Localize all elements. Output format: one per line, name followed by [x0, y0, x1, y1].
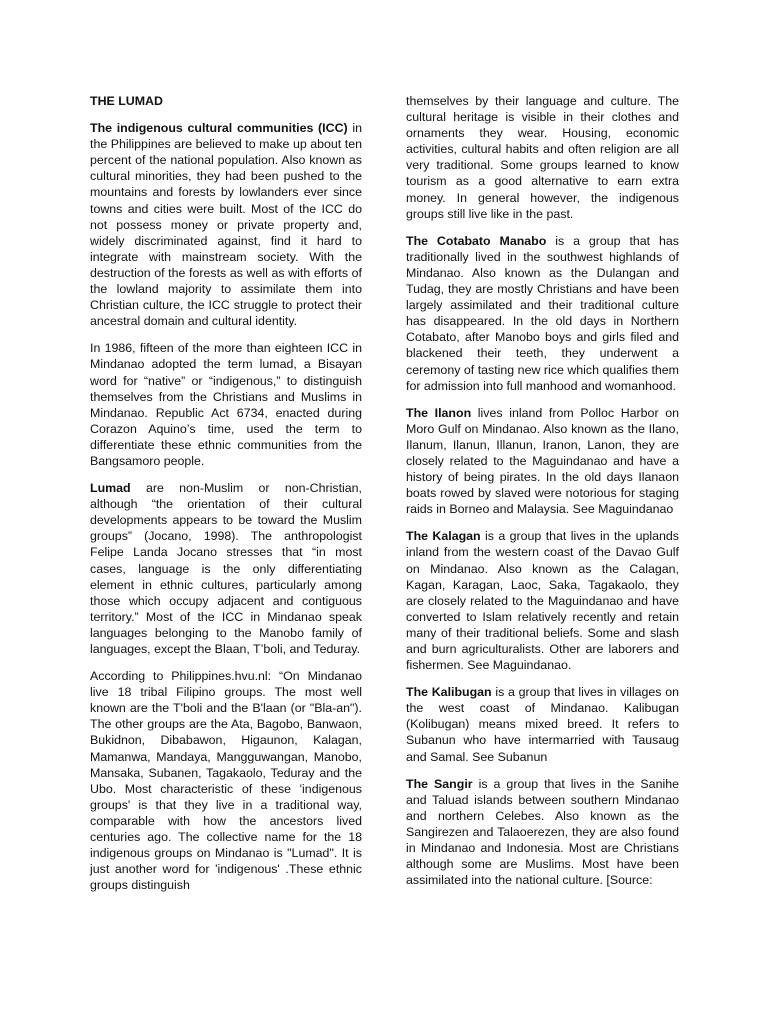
paragraph-lumad	[90, 480, 362, 657]
paragraph-sangir	[406, 776, 679, 889]
paragraph-text: In 1986, fifteen of the more than eighteen ICC in Mindanao adopted the term lumad, a Bisayan word for “native” or “indigenous,” to distinguish themselves from the Christians and Muslims in Mindanao. Republic Act 6734, enacted during Corazon Aquino’s time, used the term to differentiate these ethnic communities from the Bangsamoro people.	[90, 341, 362, 468]
paragraph-continuation	[406, 93, 679, 222]
paragraph-1986	[90, 340, 362, 469]
paragraph-text: According to Philippines.hvu.nl: “On Mindanao live 18 tribal Filipino groups. The most well known are the T'boli and the B'laan (or "Bla-an"). The other groups are the Ata, Bagobo, Banwaon, Bukidnon, Dibabawon, Higaunon, Kalagan, Mamanwa, Mandaya, Mangguwangan, Manobo, Mansaka, Subanen, Tagakaolo, Teduray and the Ubo. Most characteristic of these 'indigenous groups' is that they live in a traditional way, comparable with how the ancestors lived centuries ago. The collective name for the 18 indigenous groups on Mindanao is "Lumad". It is just another word for 'indigenous' .These ethnic groups distinguish	[90, 669, 362, 893]
paragraph-icc	[90, 120, 362, 329]
paragraph-lead: The Cotabato Manabo	[406, 233, 547, 248]
document-title: THE LUMAD	[90, 94, 163, 108]
paragraph-text: is a group that lives in villages on the west coast of Mindanao. Kalibugan (Kolibugan) means mixed breed. It refers to Subanun who have intermarried with Tausaug and Samal. See Subanun	[406, 685, 679, 764]
paragraph-text: themselves by their language and culture. The cultural heritage is visible in their clothes and ornaments they wear. Housing, economic activities, cultural habits and often religion are all very traditional. Some groups learned to know tourism as a good alternative to earn extra money. In general however, the indigenous groups still live like in the past.	[406, 94, 679, 221]
paragraph-lead: The Kalibugan	[406, 685, 492, 700]
right-column	[406, 93, 679, 899]
paragraph-lead: The Ilanon	[406, 405, 472, 420]
paragraph-cotabato-manabo	[406, 233, 679, 394]
paragraph-text: lives inland from Polloc Harbor on Moro Gulf on Mindanao. Also known as the Ilano, Ilanum, Ilanun, Illanun, Iranon, Lanon, they are closely related to the Maguindanao and have a history of being pirates. In the old days Ilanaon boats rowed by slaved were notorious for staging raids in Borneo and Malaysia. See Maguindanao	[406, 405, 679, 517]
paragraph-lead: The Kalagan	[406, 529, 481, 544]
paragraph-text: is a group that has traditionally lived in the southwest highlands of Mindanao. Also known as the Dulangan and Tudag, they are mostly Christians and have been largely assimilated and their traditional culture has disappeared. In the old days in Northern Cotabato, after Manobo boys and girls filed and blackened their teeth, they underwent a ceremony of tasting new rice which qualifies them for admission into full manhood and womanhood.	[406, 233, 679, 393]
paragraph-text: is a group that lives in the uplands inland from the western coast of the Davao Gulf on Mindanao. Also known as the Calagan, Kagan, Karagan, Laoc, Saka, Tagakaolo, they are closely related to the Maguindanao and have converted to Islam relatively recently and retain many of their traditional beliefs. Some and slash and burn agriculturalists. Other are laborers and fishermen. See Maguindanao.	[406, 529, 679, 673]
paragraph-kalibugan	[406, 684, 679, 764]
paragraph-hvu-quote	[90, 668, 362, 893]
paragraph-kalagan	[406, 528, 679, 673]
paragraph-ilanon	[406, 405, 679, 518]
paragraph-text: is a group that lives in the Sanihe and Taluad islands between southern Mindanao and northern Celebes. Also known as the Sangirezen and Talaoerezen, they are also found in Mindanao and Indonesia. Most are Christians although some are Muslims. Most have been assimilated into the national culture. [Source:	[406, 776, 679, 888]
paragraph-lead: Lumad	[90, 481, 131, 496]
paragraph-text: in the Philippines are believed to make up about ten percent of the national population. Also known as cultural minorities, they had been pushed to the mountains and forests by lowlanders ever since towns and cities were built. Most of the ICC do not possess money or private property and, widely discriminated against, find it hard to integrate with mainstream society. With the destruction of the forests as well as with efforts of the lowland majority to assimilate them into Christian culture, the ICC struggle to protect their ancestral domain and cultural identity.	[90, 121, 362, 329]
left-column	[90, 93, 362, 904]
paragraph-text: are non-Muslim or non-Christian, although “the orientation of their cultural developments appears to be toward the Muslim groups” (Jocano, 1998). The anthropologist Felipe Landa Jocano stresses that “in most cases, language is the only differentiating element in ethnic cultures, particularly among those which occupy adjacent and contiguous territory.” Most of the ICC in Mindanao speak languages belonging to the Manobo family of languages, except the Blaan, T’boli, and Teduray.	[90, 481, 362, 656]
paragraph-lead: The Sangir	[406, 776, 473, 791]
paragraph-lead: The indigenous cultural communities (ICC)	[90, 121, 348, 136]
